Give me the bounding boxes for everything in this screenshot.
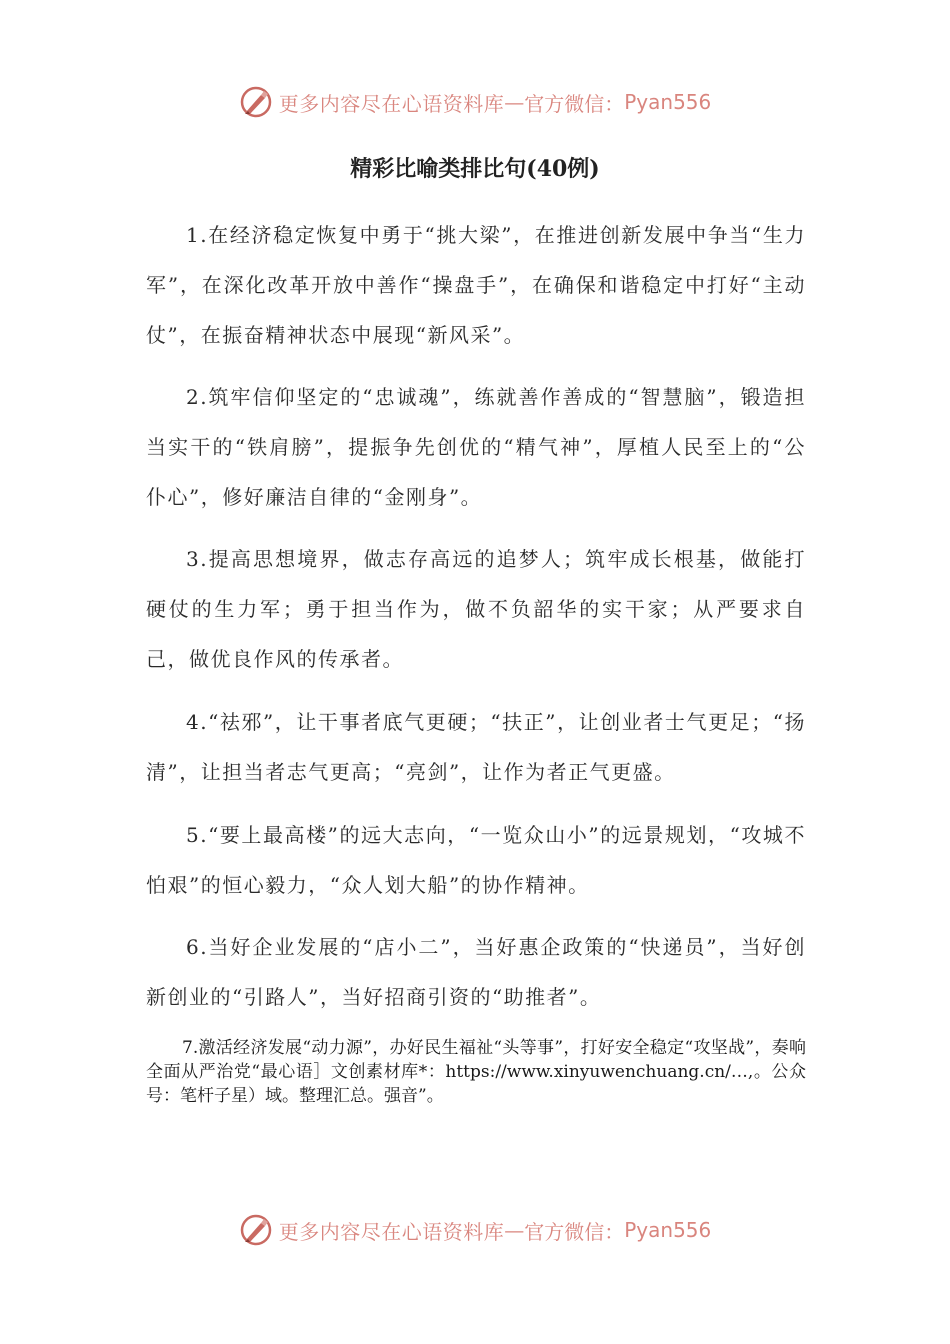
page-title: 精彩比喻类排比句(40例) [350,156,600,182]
footer-banner [0,1208,950,1252]
header-banner [0,80,950,124]
banner-separator: — [504,1218,525,1242]
banner-main-text: 更多内容尽在心语资料库 [278,1219,505,1244]
paragraph-1: 1.在经济稳定恢复中勇于“挑大梁”，在推进创新发展中争当“生力军”，在深化改革开放中善作“操盘手”，在确保和谐稳定中打好“主动仗”，在振奋精神状态中展现“新风采”。 [146,223,806,347]
paragraph-6: 6.当好企业发展的“店小二”，当好惠企政策的“快递员”，当好创新创业的“引路人”，当好招商引资的“助推者”。 [146,935,806,1009]
paragraph-7: 7.激活经济发展“动力源”，办好民生福祉“头等事”，打好安全稳定“攻坚战”，奏响全面从严治党“最心语］文创素材库*：https://www.xinyuwenchuang.cn/…,。公众号：笔杆子星）域。整理汇总。强音”。 [146,1038,806,1106]
paragraph-3: 3.提高思想境界，做志存高远的追梦人；筑牢成长根基，做能打硬仗的生力军；勇于担当作为，做不负韶华的实干家；从严要求自己，做优良作风的传承者。 [146,547,806,671]
banner-wechat-id: Pyan556 [624,90,712,114]
banner-sub-text: 官方微信： [524,1219,625,1244]
banner-separator: — [504,90,525,114]
banner-wechat-id: Pyan556 [624,1218,712,1242]
paragraph-2: 2.筑牢信仰坚定的“忠诚魂”，练就善作善成的“智慧脑”，锻造担当实干的“铁肩膀”，提振争先创优的“精气神”，厚植人民至上的“公仆心”，修好廉洁自律的“金刚身”。 [146,385,806,509]
banner-main-text: 更多内容尽在心语资料库 [278,91,505,116]
paragraph-4: 4.“祛邪”，让干事者底气更硬；“扶正”，让创业者士气更足；“扬清”，让担当者志气更高；“亮剑”，让作为者正气更盛。 [146,710,806,784]
banner-sub-text: 官方微信： [524,91,625,116]
pen-logo-icon [239,85,273,119]
paragraph-5: 5.“要上最高楼”的远大志向，“一览众山小”的远景规划，“攻城不怕艰”的恒心毅力，“众人划大船”的协作精神。 [146,823,806,897]
pen-logo-icon [239,1213,273,1247]
